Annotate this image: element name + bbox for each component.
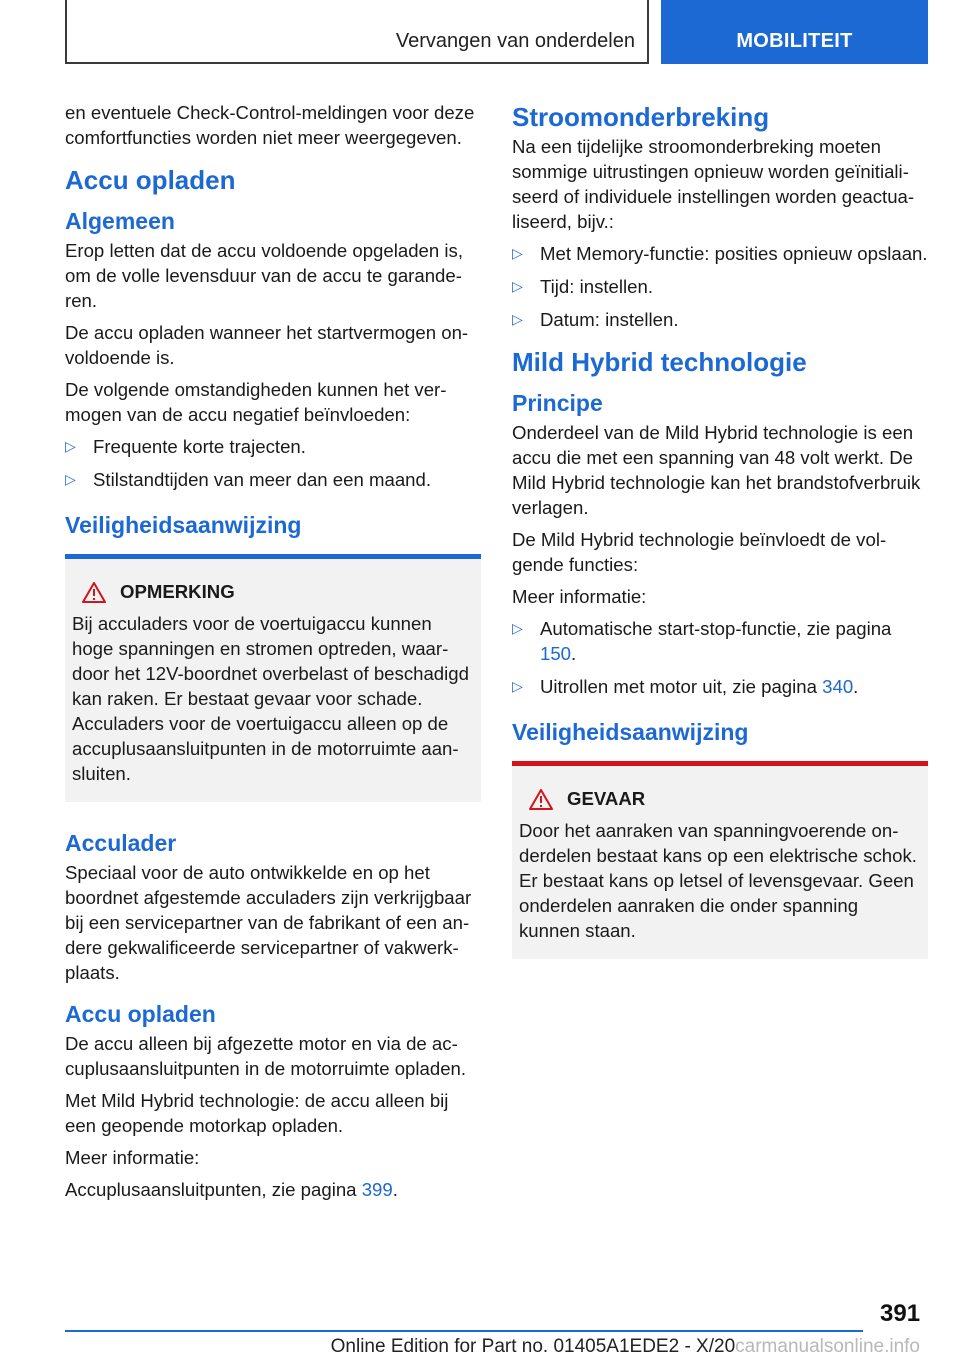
list-item: ▷ Stilstandtijden van meer dan een maand. [65, 469, 432, 490]
bullet-list [512, 616, 928, 699]
right-column [512, 100, 928, 973]
paragraph: De accu opladen wanneer het startvermogen onvoldoende is. [65, 322, 469, 368]
paragraph: Meer informatie: [512, 586, 647, 607]
page-number: 391 [880, 1300, 921, 1327]
page-link[interactable]: 340 [822, 676, 854, 697]
bullet-list [65, 434, 481, 492]
paragraph: De volgende omstandigheden kunnen het vermogen van de accu negatief beïnvloeden: [65, 379, 447, 425]
watermark: carmanualsonline.info [735, 1336, 920, 1357]
heading-accu-opladen-2: Accu opladen [65, 1001, 216, 1027]
warning-triangle-icon [82, 582, 106, 603]
heading-veiligheid-2: Veiligheidsaanwijzing [512, 719, 749, 745]
page-link[interactable]: 150 [540, 643, 572, 664]
paragraph: Onderdeel van de Mild Hybrid technologie is een accu die met een spanning van 48 volt werkt. De Mild Hybrid technologie kan het brandstofverbruik verlagen. [512, 422, 921, 518]
page-header [65, 0, 928, 64]
danger-box [512, 761, 928, 959]
list-item: ▷ Frequente korte trajecten. [65, 436, 306, 457]
triangle-right-icon: ▷ [65, 471, 76, 487]
paragraph: Met Mild Hybrid technologie: de accu alleen bij een geopende motorkap opladen. [65, 1090, 449, 1136]
list-item: ▷ Met Memory-functie: posities opnieuw opslaan. [512, 243, 928, 264]
triangle-right-icon: ▷ [512, 311, 523, 327]
note-text: Bij acculaders voor de voertuigaccu kunnen hoge spanningen en stromen optreden, waardoor het 12V-boordnet overbelast of beschadigd kan raken. Er bestaat gevaar voor schade. Acculaders voor de voertuigaccu alleen op de accuplusaansluitpunten in de motorruimte aansluiten. [72, 613, 469, 784]
note-box [65, 554, 481, 802]
intro-text: en eventuele Check-Control-meldingen voor deze comfortfuncties worden niet meer weergegeven. [65, 102, 475, 148]
triangle-right-icon: ▷ [65, 438, 76, 454]
section-tab [65, 0, 649, 64]
note-header [72, 581, 473, 603]
page-link[interactable]: 399 [361, 1179, 393, 1200]
note-header [519, 788, 920, 810]
heading-stroomonderbreking: Stroomonderbreking [512, 102, 770, 132]
note-title: GEVAAR [567, 788, 646, 809]
heading-algemeen: Algemeen [65, 208, 175, 234]
bullet-list [512, 241, 928, 332]
paragraph: De Mild Hybrid technologie beïnvloedt de volgende functies: [512, 529, 887, 575]
paragraph: Accuplusaansluitpunten, zie pagina 399. [65, 1179, 398, 1200]
note-text: Door het aanraken van spanningvoerende onderdelen bestaat kans op een elektrische schok. Er bestaat kans op letsel of levensgevaar. Geen onderdelen aanraken die onder spanning kunnen staan. [519, 820, 917, 941]
list-item: ▷ Uitrollen met motor uit, zie pagina 340. [512, 676, 859, 697]
list-item: ▷ Automatische start-stop-functie, zie pagina 150. [512, 618, 892, 664]
triangle-right-icon: ▷ [512, 620, 523, 636]
paragraph: Na een tijdelijke stroomonderbreking moeten sommige uitrustingen opnieuw worden geïnitialiseerd of individuele instellingen worden geactualiseerd, bijv.: [512, 136, 915, 232]
note-title: OPMERKING [120, 581, 235, 602]
heading-veiligheid: Veiligheidsaanwijzing [65, 512, 302, 538]
triangle-right-icon: ▷ [512, 245, 523, 261]
list-item: ▷ Tijd: instellen. [512, 276, 653, 297]
paragraph: Speciaal voor de auto ontwikkelde en op het boordnet afgestemde acculaders zijn verkrijgbaar bij een servicepartner van de fabrikant of een andere gekwalificeerde servicepartner of vakwerkplaats. [65, 862, 472, 983]
triangle-right-icon: ▷ [512, 678, 523, 694]
left-column [65, 100, 481, 1209]
heading-principe: Principe [512, 390, 603, 416]
chapter-tab [661, 0, 928, 64]
heading-accu-opladen: Accu opladen [65, 165, 236, 195]
edition-text: Online Edition for Part no. 01405A1EDE2 - X/20 [330, 1336, 736, 1357]
list-item: ▷ Datum: instellen. [512, 309, 679, 330]
footer [0, 1336, 960, 1358]
footer-divider [65, 1330, 863, 1332]
chapter-title: MOBILITEIT [736, 30, 853, 52]
heading-acculader: Acculader [65, 830, 177, 856]
warning-triangle-icon [529, 789, 553, 810]
paragraph: Meer informatie: [65, 1147, 200, 1168]
heading-mild-hybrid: Mild Hybrid technologie [512, 347, 807, 377]
paragraph: Erop letten dat de accu voldoende opgeladen is, om de volle levensduur van de accu te garanderen. [65, 240, 463, 311]
paragraph: De accu alleen bij afgezette motor en via de accuplusaansluitpunten in de motorruimte opladen. [65, 1033, 467, 1079]
triangle-right-icon: ▷ [512, 278, 523, 294]
section-title: Vervangen van onderdelen [395, 30, 635, 52]
